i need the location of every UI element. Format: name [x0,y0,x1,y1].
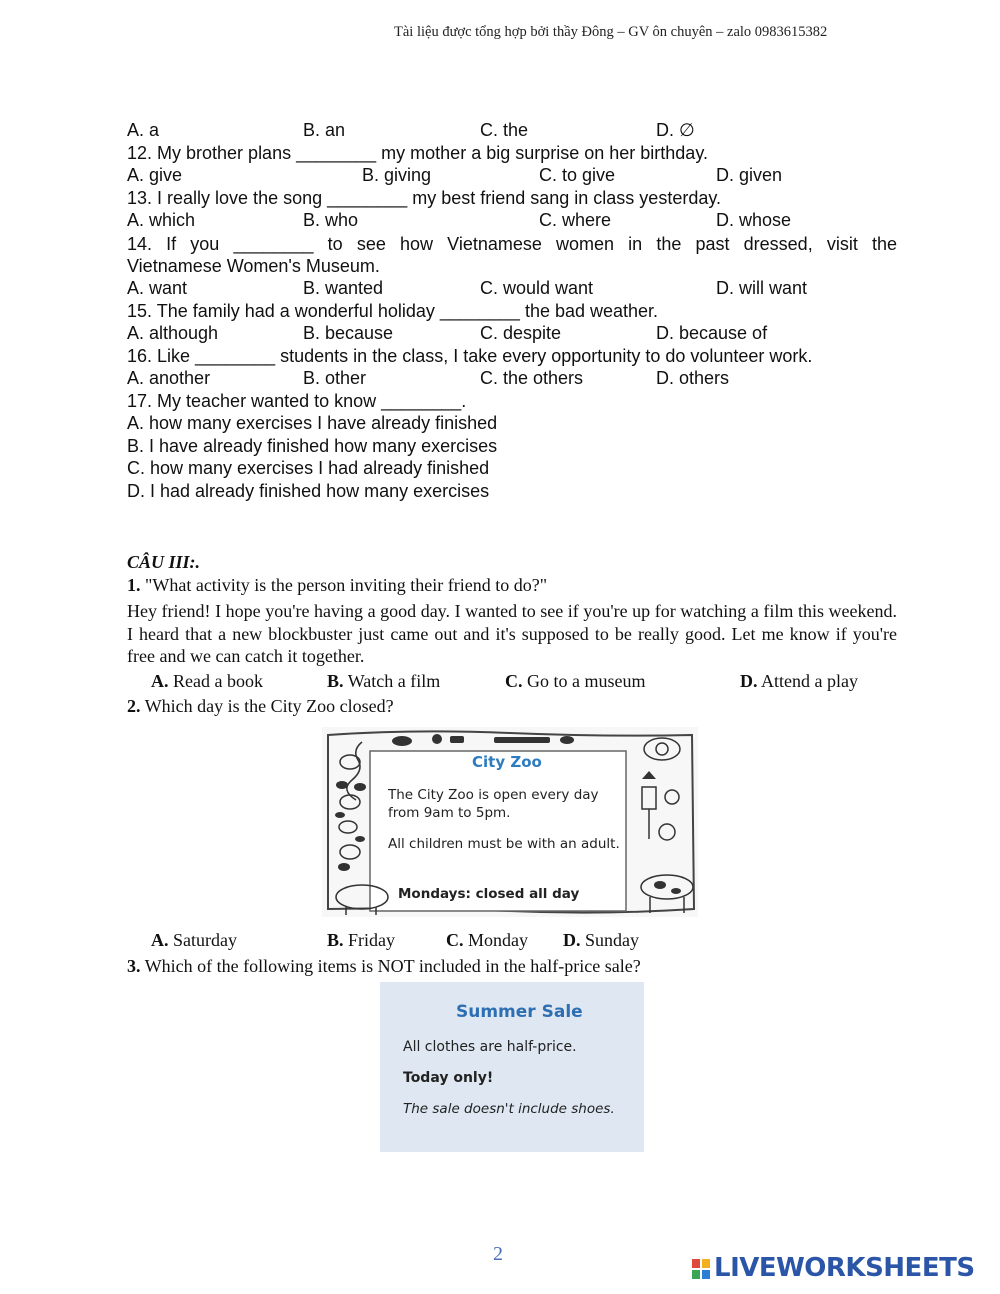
s3-q2-number: 2. [127,696,141,716]
q11-option-d: D. ∅ [656,120,695,140]
city-zoo-sign [322,727,698,917]
q14-question-line2: Vietnamese Women's Museum. [127,256,380,276]
q16-question: 16. Like ________ students in the class, I take every opportunity to do volunteer work. [127,346,813,366]
s3-q1-number: 1. [127,575,141,595]
q16-option-a: A. another [127,368,211,388]
q15-option-b: B. because [303,323,394,343]
q12-option-c: C. to give [539,165,616,185]
zoo-sign-title: City Zoo [472,753,542,771]
q17-option-a: A. how many exercises I have already finished [127,413,498,433]
q16-option-b: B. other [303,368,367,388]
q17-question: 17. My teacher wanted to know ________. [127,391,467,411]
q16-option-c: C. the others [480,368,584,388]
q15-question: 15. The family had a wonderful holiday ________ the bad weather. [127,301,659,321]
section-title: CÂU III:. [127,552,201,572]
q17-option-d: D. I had already finished how many exercises [127,481,490,501]
zoo-sign-line3: All children must be with an adult. [388,836,620,852]
sale-sign-title: Summer Sale [456,1002,583,1022]
q14-question-line1: 14. If you ________ to see how Vietnamese women in the past dressed, visit the [127,234,897,254]
q11-option-b: B. an [303,120,346,140]
s3-q1-question [127,575,547,596]
s3-q2-option-b: B. Friday [327,930,396,950]
s3-q1-option-c: C. Go to a museum [505,671,646,691]
sale-sign-line2: Today only! [403,1070,494,1086]
s3-q2-text: Which day is the City Zoo closed? [144,696,394,716]
q12-question: 12. My brother plans ________ my mother a big surprise on her birthday. [127,143,708,163]
page-number: 2 [493,1243,503,1265]
q14-option-d: D. will want [716,278,808,298]
q12-option-d: D. given [716,165,783,185]
s3-q3-text: Which of the following items is NOT included in the half-price sale? [144,956,641,976]
s3-q2-option-c: C. Monday [446,930,528,950]
q15-option-c: C. despite [480,323,562,343]
q14-option-b: B. wanted [303,278,384,298]
s3-q1-text: "What activity is the person inviting their friend to do?" [145,575,548,595]
s3-q2-question [127,696,394,717]
q14-option-c: C. would want [480,278,594,298]
q16-option-d: D. others [656,368,730,388]
page-header: Tài liệu được tổng hợp bởi thầy Đông – GV ôn chuyên – zalo 0983615382 [394,24,828,40]
q14-option-a: A. want [127,278,188,298]
s3-q1-option-a: A. Read a book [151,671,263,691]
s3-q3-question [127,956,641,977]
s3-q3-number: 3. [127,956,141,976]
q13-option-c: C. where [539,210,612,230]
liveworksheets-watermark[interactable]: LIVEWORKSHEETS [714,1253,975,1283]
q13-option-b: B. who [303,210,359,230]
zoo-sign-line1: The City Zoo is open every day [388,787,599,803]
s3-q1-option-d: D. Attend a play [740,671,858,691]
q15-option-a: A. although [127,323,219,343]
q17-option-c: C. how many exercises I had already finished [127,458,490,478]
q17-option-b: B. I have already finished how many exercises [127,436,498,456]
summer-sale-sign [380,982,644,1152]
q12-option-a: A. give [127,165,183,185]
zoo-sign-line4: Mondays: closed all day [398,886,580,902]
s3-q1-passage: Hey friend! I hope you're having a good day. I wanted to see if you're up for watching a film this weekend. I heard that a new blockbuster just came out and it's supposed to be really good. Let me know if you're free and we can catch it together. [127,601,897,666]
q13-option-a: A. which [127,210,196,230]
q15-option-d: D. because of [656,323,768,343]
q11-option-c: C. the [480,120,529,140]
q13-question: 13. I really love the song ________ my best friend sang in class yesterday. [127,188,722,208]
s3-q2-option-a: A. Saturday [151,930,237,950]
q12-option-b: B. giving [362,165,432,185]
zoo-sign-line2: from 9am to 5pm. [388,805,511,821]
sale-sign-line3: The sale doesn't include shoes. [403,1101,615,1117]
sale-sign-line1: All clothes are half-price. [403,1039,577,1055]
q13-option-d: D. whose [716,210,792,230]
liveworksheets-logo-icon [692,1259,710,1279]
q11-option-a: A. a [127,120,160,140]
s3-q2-option-d: D. Sunday [563,930,639,950]
s3-q1-option-b: B. Watch a film [327,671,441,691]
